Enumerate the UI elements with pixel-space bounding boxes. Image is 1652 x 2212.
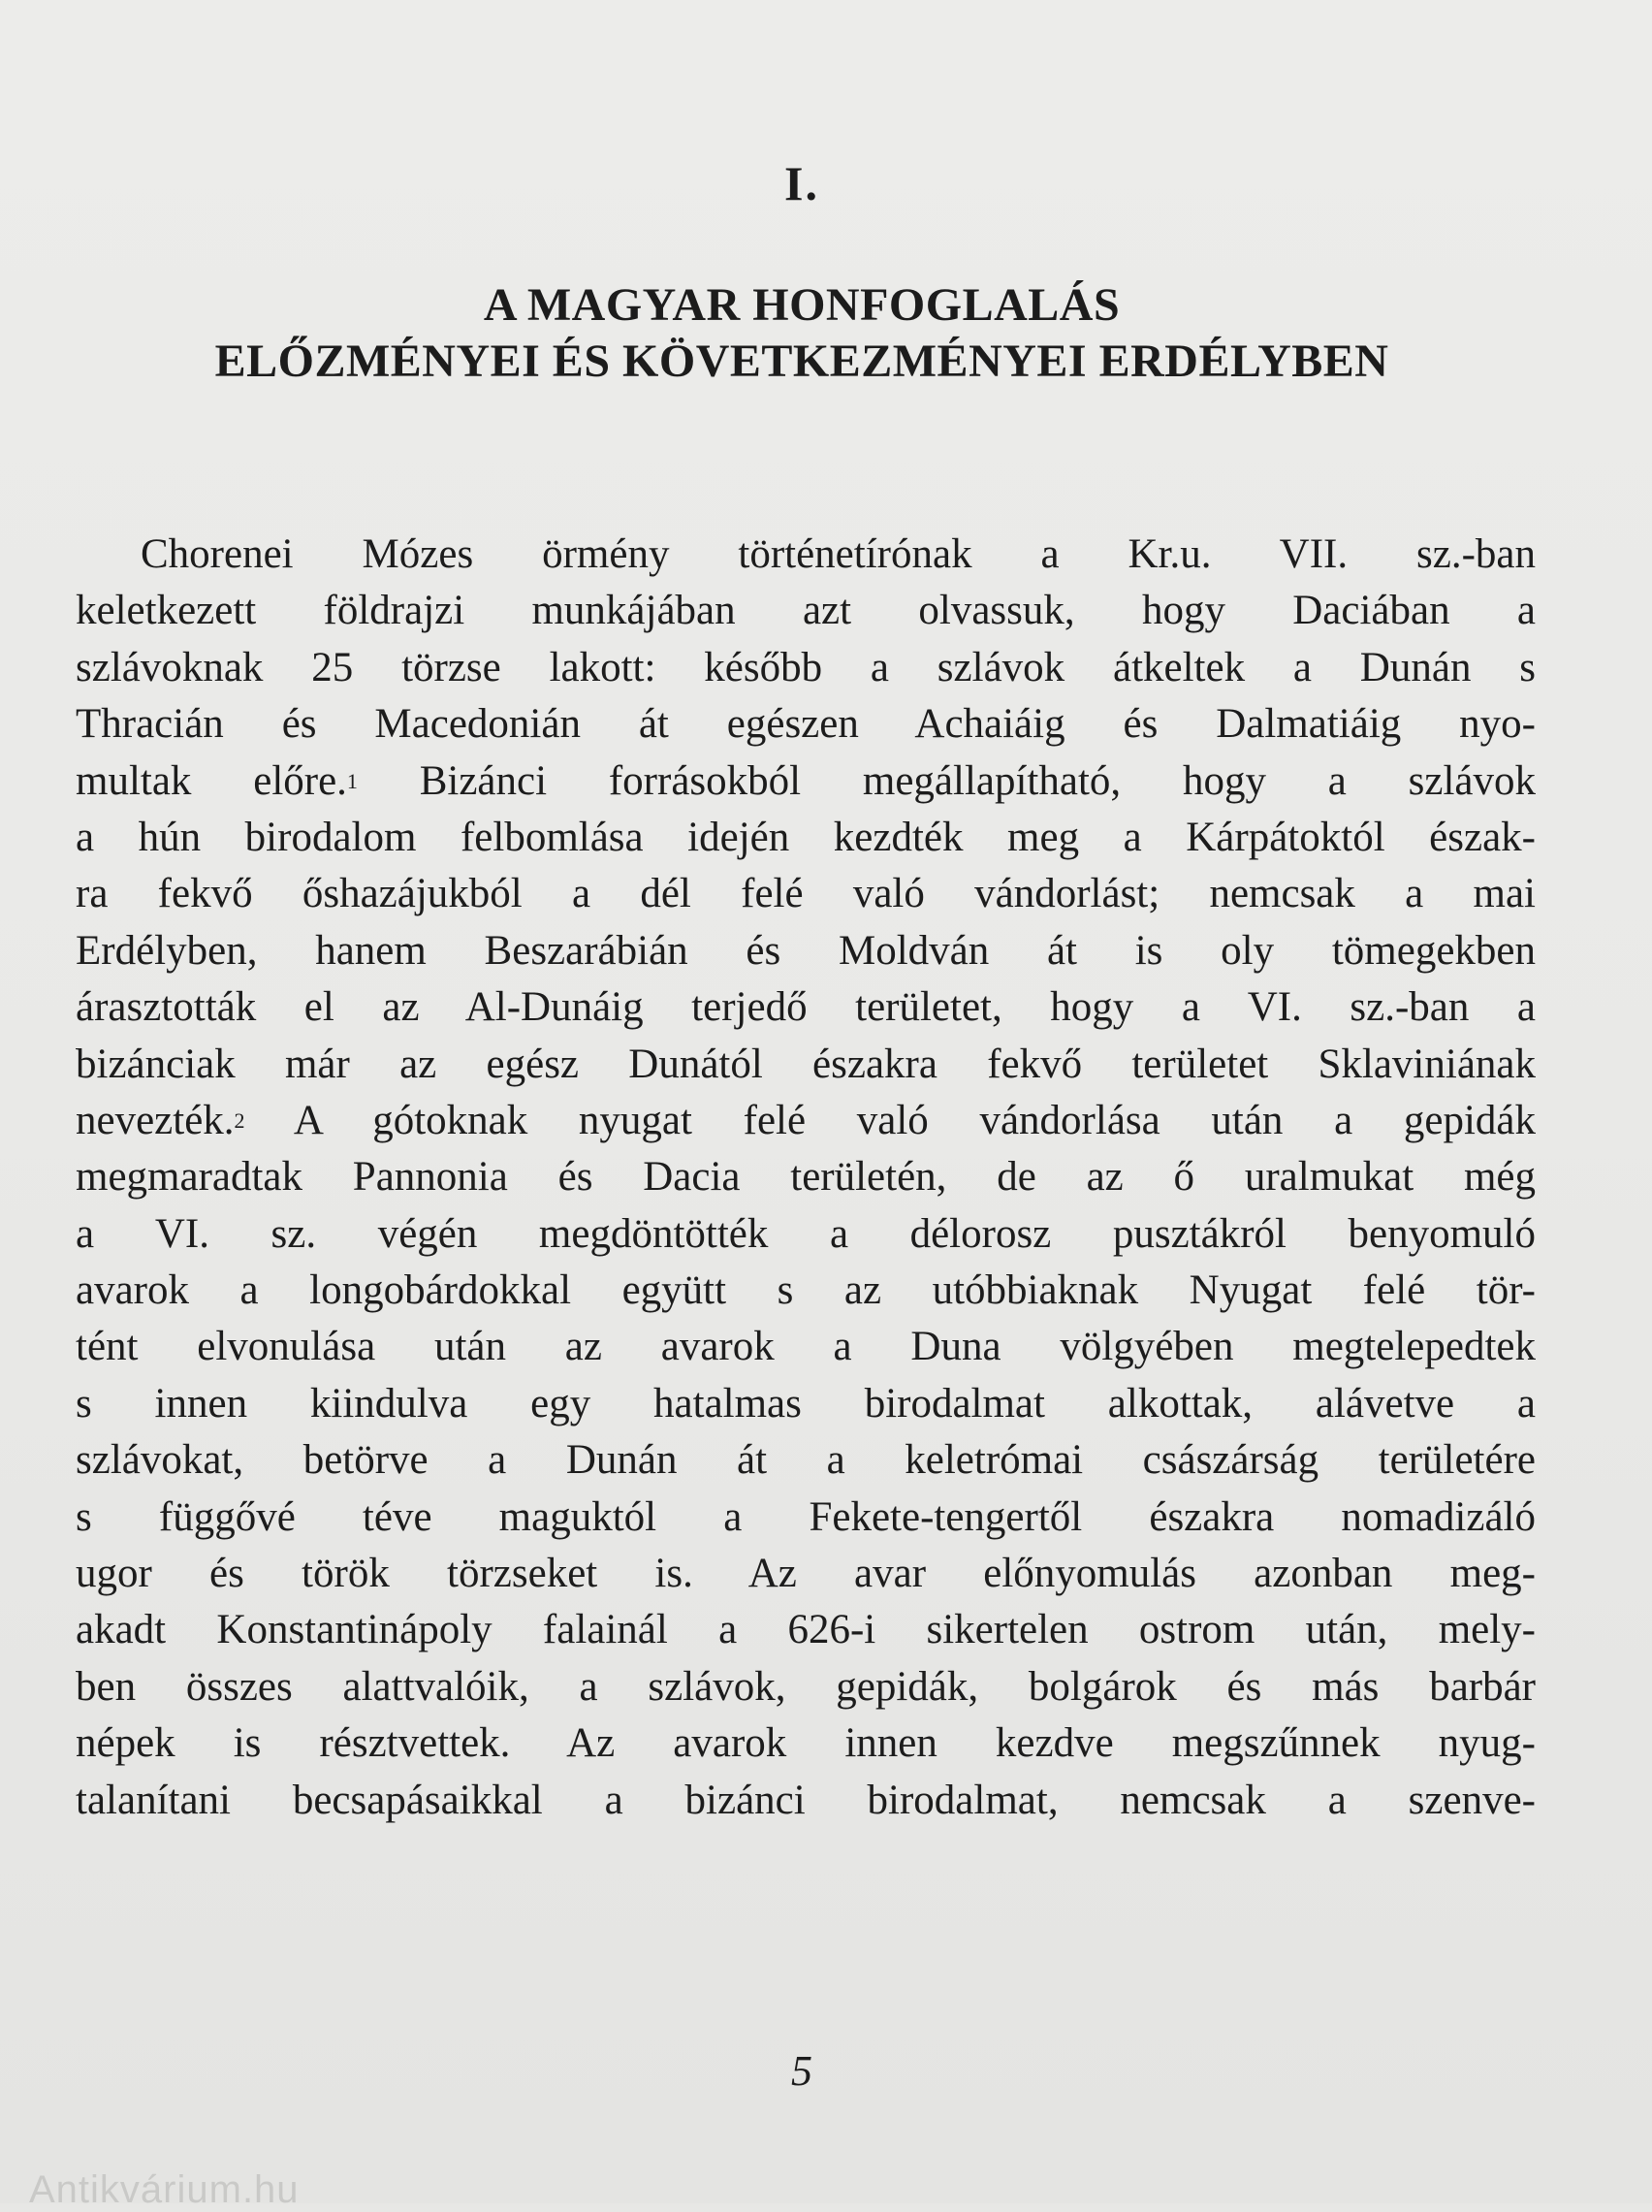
text-line: keletkezett földrajzi munkájában azt olvassuk, hogy Daciában a bbox=[76, 588, 1536, 634]
text-line: a VI. sz. végén megdöntötték a délorosz pusztákról benyomuló bbox=[76, 1210, 1536, 1257]
body-paragraph bbox=[76, 527, 1536, 1829]
text-line: Thracián és Macedonián át egészen Achaiáig és Dalmatiáig nyo- bbox=[76, 701, 1536, 748]
watermark: Antikvárium.hu bbox=[29, 2168, 300, 2211]
text-line: ben összes alattvalóik, a szlávok, gepidák, bolgárok és más barbár bbox=[76, 1663, 1536, 1710]
text-fragment: A gótoknak nyugat felé való vándorlása után a gepidák bbox=[244, 1097, 1536, 1143]
text-fragment: multak előre. bbox=[76, 757, 347, 804]
text-line: népek is résztvettek. Az avarok innen kezdve megszűnnek nyug- bbox=[76, 1720, 1536, 1767]
text-line: tént elvonulása után az avarok a Duna völgyében megtelepedtek bbox=[76, 1324, 1536, 1370]
footnote-marker-1: 1 bbox=[346, 768, 358, 793]
text-line: ugor és török törzseket is. Az avar előnyomulás azonban meg- bbox=[76, 1551, 1536, 1597]
text-line: talanítani becsapásaikkal a bizánci birodalmat, nemcsak a szenve- bbox=[76, 1777, 1536, 1823]
text-line: akadt Konstantinápoly falainál a 626-i sikertelen ostrom után, mely- bbox=[76, 1607, 1536, 1653]
page-number: 5 bbox=[791, 2047, 812, 2095]
footnote-marker-2: 2 bbox=[234, 1107, 245, 1133]
text-line bbox=[76, 753, 1536, 810]
text-line: avarok a longobárdokkal együtt s az utóbbiaknak Nyugat felé tör- bbox=[76, 1267, 1536, 1314]
text-line: szlávoknak 25 törzse lakott: később a szlávok átkeltek a Dunán s bbox=[76, 644, 1536, 690]
text-line: s függővé téve maguktól a Fekete-tengertől északra nomadizáló bbox=[76, 1493, 1536, 1540]
text-fragment: nevezték. bbox=[76, 1097, 235, 1143]
text-line: s innen kiindulva egy hatalmas birodalmat alkottak, alávetve a bbox=[76, 1380, 1536, 1427]
text-fragment: Bizánci forrásokból megállapítható, hogy a szlávok bbox=[357, 757, 1536, 804]
chapter-number: I. bbox=[784, 156, 819, 210]
chapter-title bbox=[0, 277, 1604, 390]
chapter-title-line-1: A MAGYAR HONFOGLALÁS bbox=[483, 279, 1121, 331]
text-line bbox=[76, 1093, 1536, 1149]
text-line: megmaradtak Pannonia és Dacia területén, de az ő uralmukat még bbox=[76, 1154, 1536, 1201]
text-line: szlávokat, betörve a Dunán át a keletrómai császárság területére bbox=[76, 1437, 1536, 1484]
text-line: ra fekvő őshazájukból a dél felé való vándorlást; nemcsak a mai bbox=[76, 871, 1536, 917]
text-line: árasztották el az Al-Dunáig terjedő területet, hogy a VI. sz.-ban a bbox=[76, 984, 1536, 1031]
chapter-title-line-2: ELŐZMÉNYEI ÉS KÖVETKEZMÉNYEI ERDÉLYBEN bbox=[214, 336, 1389, 387]
text-line: a hún birodalom felbomlása idején kezdték meg a Kárpátoktól észak- bbox=[76, 814, 1536, 860]
text-line: Erdélyben, hanem Beszarábián és Moldván át is oly tömegekben bbox=[76, 927, 1536, 974]
text-line: bizánciak már az egész Dunától északra fekvő területet Sklaviniának bbox=[76, 1041, 1536, 1087]
text-line: Chorenei Mózes örmény történetírónak a Kr.u. VII. sz.-ban bbox=[141, 531, 1536, 577]
